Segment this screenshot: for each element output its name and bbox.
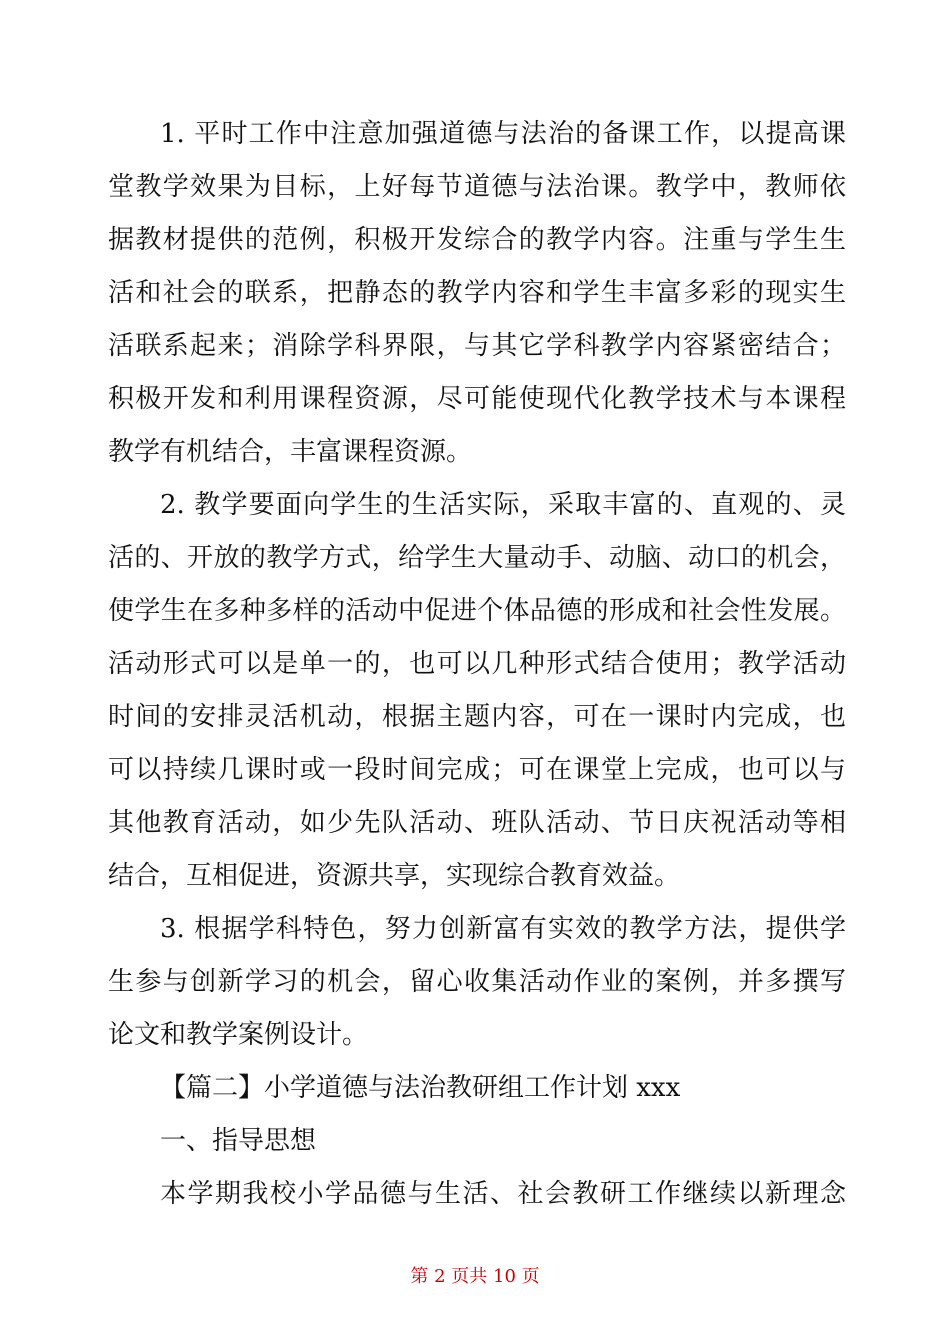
text-line: 活联系起来；消除学科界限，与其它学科教学内容紧密结合； [108, 331, 846, 361]
text-line: 积极开发和利用课程资源，尽可能使现代化教学技术与本课程 [108, 384, 846, 414]
page-number-label: 第 2 页共 10 页 [410, 1266, 540, 1287]
text-line: 论文和教学案例设计。 [108, 1020, 369, 1050]
text-line: 使学生在多种多样的活动中促进个体品德的形成和社会性发展。 [108, 596, 846, 626]
text-line: 本学期我校小学品德与生活、社会教研工作继续以新理念 [160, 1179, 846, 1209]
text-line: 活和社会的联系，把静态的教学内容和学生丰富多彩的现实生 [108, 278, 846, 308]
text-line: 结合，互相促进，资源共享，实现综合教育效益。 [108, 861, 681, 891]
text-line: 堂教学效果为目标，上好每节道德与法治课。教学中，教师依 [108, 172, 846, 202]
text-line: 【篇二】小学道德与法治教研组工作计划 xxx [160, 1073, 681, 1103]
text-line: 教学有机结合，丰富课程资源。 [108, 437, 473, 467]
text-line: 一、指导思想 [160, 1126, 317, 1156]
text-line: 其他教育活动，如少先队活动、班队活动、节日庆祝活动等相 [108, 808, 846, 838]
text-line: 可以持续几课时或一段时间完成；可在课堂上完成，也可以与 [108, 755, 846, 785]
text-line: 时间的安排灵活机动，根据主题内容，可在一课时内完成，也 [108, 702, 846, 732]
text-line: 活动形式可以是单一的，也可以几种形式结合使用；教学活动 [108, 649, 846, 679]
text-line: 1. 平时工作中注意加强道德与法治的备课工作，以提高课 [160, 119, 846, 149]
text-line: 据教材提供的范例，积极开发综合的教学内容。注重与学生生 [108, 225, 846, 255]
text-line: 3. 根据学科特色，努力创新富有实效的教学方法，提供学 [160, 914, 846, 944]
document-text [108, 108, 846, 1221]
text-line: 生参与创新学习的机会，留心收集活动作业的案例，并多撰写 [108, 967, 846, 997]
document-body [108, 108, 846, 1221]
text-line: 2. 教学要面向学生的生活实际，采取丰富的、直观的、灵 [160, 490, 846, 520]
page-footer [0, 1262, 950, 1288]
text-line: 活的、开放的教学方式，给学生大量动手、动脑、动口的机会， [108, 543, 846, 573]
